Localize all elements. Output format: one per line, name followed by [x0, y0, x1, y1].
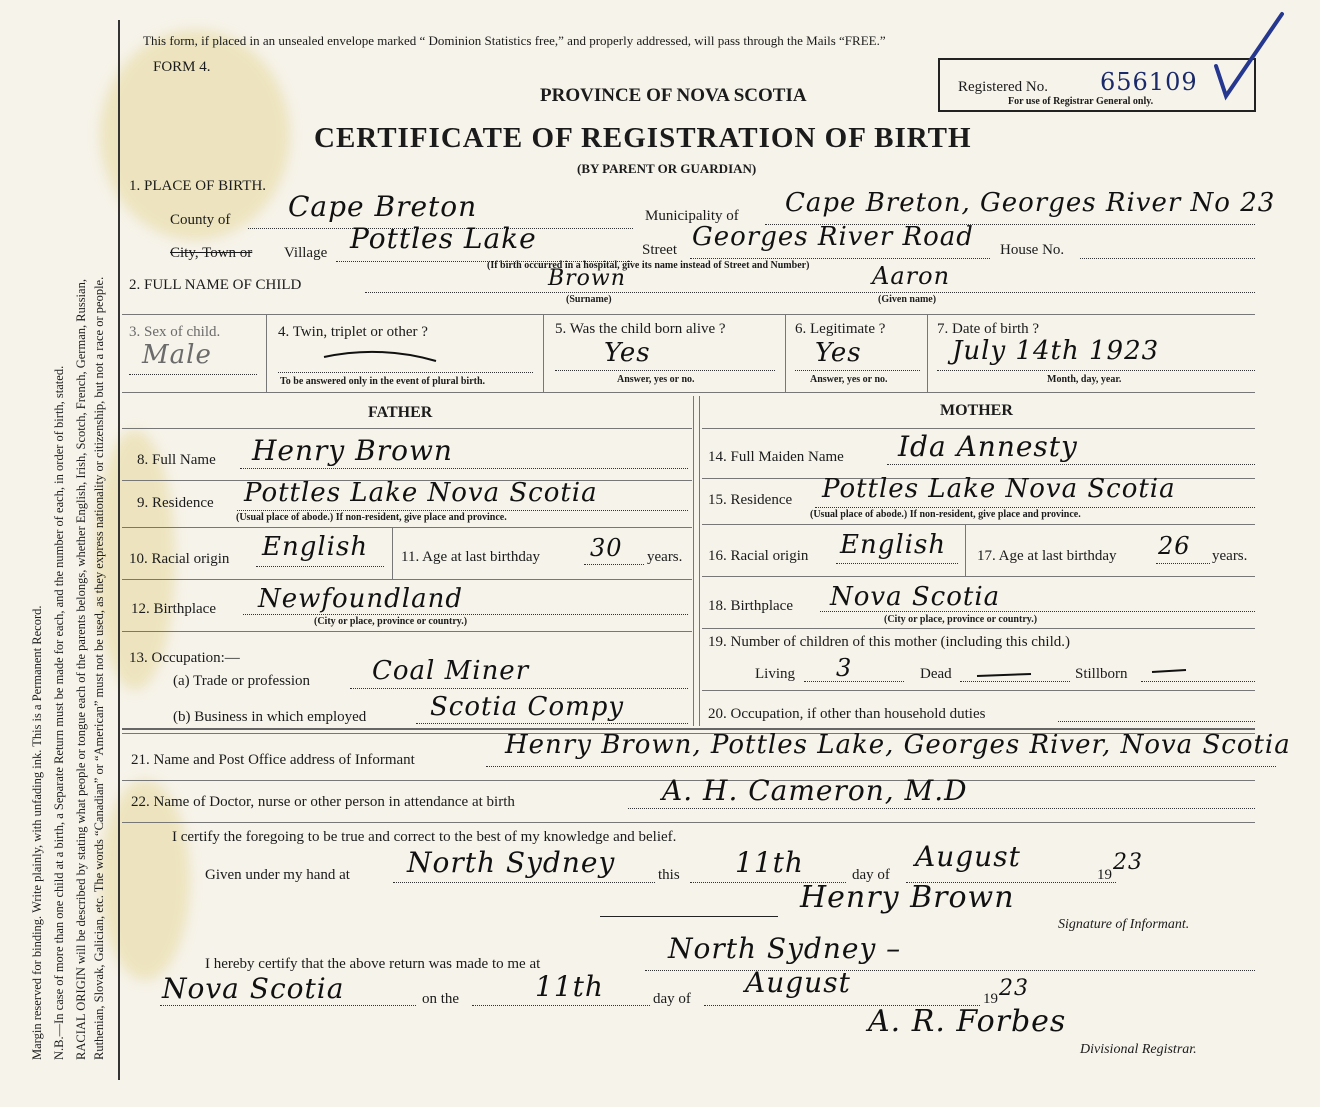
- city-town-label-struck: City, Town or: [170, 245, 253, 261]
- living-value: 3: [836, 654, 853, 682]
- registered-number: 656109: [1100, 68, 1198, 96]
- date-of-birth-caption: Month, day, year.: [1047, 374, 1122, 385]
- father-name-value: Henry Brown: [252, 434, 453, 467]
- return-place2-value: Nova Scotia: [162, 972, 345, 1005]
- informant-value: Henry Brown, Pottles Lake, Georges River, Nova Scotia: [505, 730, 1291, 760]
- father-racial-value: English: [262, 532, 369, 562]
- child-given-name: Aaron: [872, 262, 951, 290]
- registered-label: Registered No.: [958, 79, 1048, 95]
- given-under-hand-label: Given under my hand at: [205, 867, 350, 883]
- mother-heading: MOTHER: [940, 402, 1013, 419]
- county-label: County of: [170, 212, 231, 228]
- father-residence-label: 9. Residence: [137, 495, 214, 511]
- return-month-value: August: [745, 966, 851, 999]
- doctor-label: 22. Name of Doctor, nurse or other person in attendance at birth: [131, 794, 515, 810]
- mother-birthplace-label: 18. Birthplace: [708, 598, 793, 614]
- sex-label: 3. Sex of child.: [129, 324, 221, 340]
- given-day-value: 11th: [735, 846, 804, 879]
- village-value: Pottles Lake: [350, 222, 537, 255]
- father-business-label: (b) Business in which employed: [173, 709, 367, 725]
- return-year-suffix: 23: [999, 976, 1029, 1001]
- father-birthplace-caption: (City or place, province or country.): [314, 616, 468, 627]
- village-label: Village: [284, 245, 328, 261]
- legitimate-value: Yes: [815, 338, 862, 368]
- house-number-label: House No.: [1000, 242, 1065, 258]
- street-value: Georges River Road: [692, 222, 974, 252]
- mother-children-label: 19. Number of children of this mother (including this child.): [708, 634, 1071, 650]
- margin-note-nationality: Ruthenian, Slovak, Galician, etc. The words “Canadian” or “American” must not be used, as they express nationality or citizenship, but not a race or people.: [92, 276, 106, 1060]
- given-month-value: August: [915, 840, 1021, 873]
- street-label: Street: [642, 242, 677, 258]
- father-birthplace-label: 12. Birthplace: [131, 601, 216, 617]
- mother-racial-label: 16. Racial origin: [708, 548, 809, 564]
- father-name-label: 8. Full Name: [137, 452, 216, 468]
- return-year-prefix: 19: [983, 991, 998, 1007]
- father-occupation-label: 13. Occupation:—: [129, 650, 240, 666]
- stillborn-dash-mark: [1150, 664, 1190, 678]
- mother-age-label: 17. Age at last birthday: [977, 548, 1117, 564]
- registered-number-box: [938, 58, 1256, 112]
- father-business-value: Scotia Compy: [430, 692, 625, 722]
- county-value: Cape Breton: [288, 190, 478, 223]
- given-name-caption: (Given name): [878, 294, 937, 305]
- informant-signature-caption: Signature of Informant.: [1058, 917, 1190, 932]
- twin-label: 4. Twin, triplet or other ?: [278, 324, 428, 340]
- return-place-value: North Sydney –: [668, 932, 902, 965]
- stillborn-label: Stillborn: [1075, 666, 1128, 682]
- given-year-suffix: 23: [1113, 850, 1143, 875]
- checkmark-icon: [1210, 6, 1290, 106]
- mother-racial-value: English: [840, 530, 947, 560]
- father-trade-label: (a) Trade or profession: [173, 673, 311, 689]
- mother-birthplace-caption: (City or place, province or country.): [884, 614, 1038, 625]
- province-heading: PROVINCE OF NOVA SCOTIA: [540, 85, 807, 106]
- mother-residence-label: 15. Residence: [708, 492, 793, 508]
- certification-statement: I certify the foregoing to be true and correct to the best of my knowledge and belief.: [172, 829, 677, 845]
- doctor-value: A. H. Cameron, M.D: [662, 774, 968, 807]
- child-surname: Brown: [548, 266, 626, 291]
- father-racial-label: 10. Racial origin: [129, 551, 230, 567]
- legitimate-label: 6. Legitimate ?: [795, 321, 886, 337]
- born-alive-caption: Answer, yes or no.: [617, 374, 695, 385]
- mailing-notice: This form, if placed in an unsealed envelope marked “ Dominion Statistics free,” and properly addressed, will pass through the Mails “FREE.”: [143, 33, 886, 48]
- given-place-value: North Sydney: [407, 846, 616, 879]
- date-of-birth-value: July 14th 1923: [952, 336, 1160, 366]
- dead-dash-mark: [975, 670, 1035, 680]
- father-residence-caption: (Usual place of abode.) If non-resident, give place and province.: [236, 512, 507, 523]
- mother-name-label: 14. Full Maiden Name: [708, 449, 844, 465]
- margin-note-racial-origin: RACIAL ORIGIN will be described by stating what people or tongue each of the parents belongs, whether English, Irish, Scotch, French, German, Russian,: [74, 279, 88, 1060]
- mother-residence-value: Pottles Lake Nova Scotia: [822, 474, 1176, 504]
- certificate-subtitle: (BY PARENT OR GUARDIAN): [577, 161, 757, 176]
- registrar-note: For use of Registrar General only.: [1008, 96, 1154, 107]
- given-year-prefix: 19: [1097, 867, 1112, 883]
- on-the-label: on the: [422, 991, 460, 1007]
- child-name-label: 2. FULL NAME OF CHILD: [129, 277, 302, 293]
- father-age-label: 11. Age at last birthday: [401, 549, 540, 565]
- father-years-label: years.: [647, 549, 683, 565]
- mother-occupation-label: 20. Occupation, if other than household duties: [708, 706, 986, 722]
- return-day-of-label: day of: [653, 991, 691, 1007]
- place-of-birth-heading: 1. PLACE OF BIRTH.: [129, 178, 267, 194]
- father-residence-value: Pottles Lake Nova Scotia: [244, 478, 598, 508]
- mother-age-value: 26: [1158, 532, 1191, 560]
- mother-years-label: years.: [1212, 548, 1248, 564]
- date-of-birth-label: 7. Date of birth ?: [937, 321, 1040, 337]
- father-birthplace-value: Newfoundland: [258, 584, 464, 614]
- mother-name-value: Ida Annesty: [898, 430, 1078, 463]
- margin-note-multiple-births: N.B.—In case of more than one child at a birth, a Separate Return must be made for each, and the number of each, in order of birth, stated.: [52, 365, 66, 1060]
- father-heading: FATHER: [368, 404, 433, 421]
- dead-label: Dead: [920, 666, 952, 682]
- living-label: Living: [755, 666, 795, 682]
- legitimate-caption: Answer, yes or no.: [810, 374, 888, 385]
- mother-birthplace-value: Nova Scotia: [830, 582, 1001, 612]
- day-of-label: day of: [852, 867, 890, 883]
- surname-caption: (Surname): [566, 294, 612, 305]
- margin-note-binding: Margin reserved for binding. Write plainly, with unfading ink. This is a Permanent Record.: [30, 605, 44, 1060]
- informant-label: 21. Name and Post Office address of Informant: [131, 752, 415, 768]
- this-label: this: [658, 867, 680, 883]
- registrar-caption: Divisional Registrar.: [1080, 1042, 1197, 1057]
- return-day-value: 11th: [535, 970, 604, 1003]
- registrar-signature: A. R. Forbes: [868, 1004, 1067, 1039]
- informant-signature: Henry Brown: [800, 880, 1015, 915]
- mother-residence-caption: (Usual place of abode.) If non-resident, give place and province.: [810, 509, 1081, 520]
- municipality-label: Municipality of: [645, 208, 739, 224]
- born-alive-label: 5. Was the child born alive ?: [555, 321, 726, 337]
- twin-note: To be answered only in the event of plural birth.: [280, 376, 486, 387]
- born-alive-value: Yes: [604, 338, 651, 368]
- municipality-value: Cape Breton, Georges River No 23: [785, 188, 1276, 218]
- form-number: FORM 4.: [153, 59, 211, 75]
- father-trade-value: Coal Miner: [372, 656, 530, 686]
- hospital-note: (If birth occurred in a hospital, give its name instead of Street and Number): [487, 260, 810, 271]
- binding-margin-rule: [118, 20, 120, 1080]
- sex-value: Male: [142, 340, 212, 370]
- return-made-label: I hereby certify that the above return was made to me at: [205, 956, 541, 972]
- certificate-title: CERTIFICATE OF REGISTRATION OF BIRTH: [314, 122, 972, 154]
- twin-dash-mark: [320, 345, 440, 369]
- father-age-value: 30: [590, 534, 623, 562]
